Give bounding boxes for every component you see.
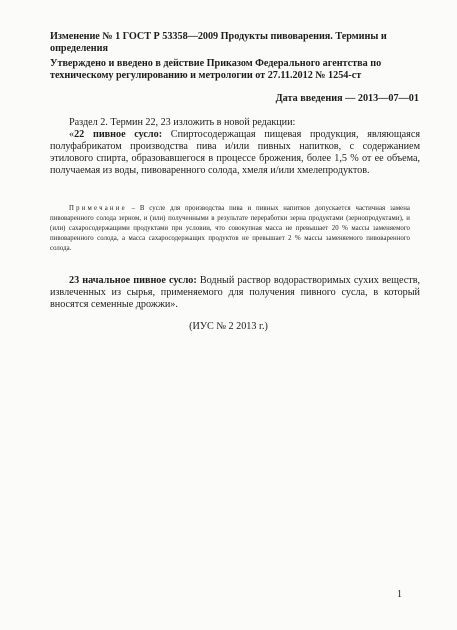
term-23-name: начальное пивное сусло: [82, 275, 197, 286]
note-paragraph [50, 204, 410, 254]
note-label: Примечание [69, 205, 127, 212]
term-22-definition: Спиртосодержащая пищевая продукция, являющаяся полуфабрикатом производства пива и/или пивных напитков, с содержанием этилового спирта, образовавшегося в процессе брожения, более 1,5 % от ее объема, получаемая из воды, пивоваренного солода, хмеля и/или хмелепродуктов. [50, 129, 421, 176]
term-23-paragraph [50, 275, 420, 311]
term-22-paragraph [50, 129, 420, 177]
term-23-definition: Водный раствор водорастворимых сухих веществ, извлеченных из сырья, применяемого для получения пивного сусла, в который вносятся семенные дрожжи». [50, 275, 421, 310]
term-22-number: 22 [74, 129, 85, 140]
ius-reference: (ИУС № 2 2013 г.) [189, 321, 268, 332]
term-23-number: 23 [69, 275, 80, 286]
opening-quote: « [69, 129, 75, 140]
approval-statement: Утверждено и введено в действие Приказом Федерального агентства по техническому регулированию и метрологии от 27.11.2012 № 1254-ст [50, 58, 382, 81]
note-text: – В сусле для производства пива и пивных напитков допускается частичная замена пивоваренного солода зерном, и (или) полученными в результате переработки зерна продуктами (зернопродуктами), и (или) сахаросодержащими продуктами при условии, что совокупная масса не превышает 20 % массы заменяемого пивоваренного солода, а масса сахаросодержащих продуктов не превышает 2 % массы заменяемого пивоваренного солода. [50, 205, 410, 252]
page-number: 1 [397, 589, 402, 600]
effective-date: Дата введения — 2013—07—01 [275, 93, 419, 104]
section-intro: Раздел 2. Термин 22, 23 изложить в новой редакции: [69, 117, 296, 128]
amendment-title: Изменение № 1 ГОСТ Р 53358—2009 Продукты пивоварения. Термины и определения [50, 31, 387, 54]
term-22-name: пивное сусло: [92, 129, 163, 140]
